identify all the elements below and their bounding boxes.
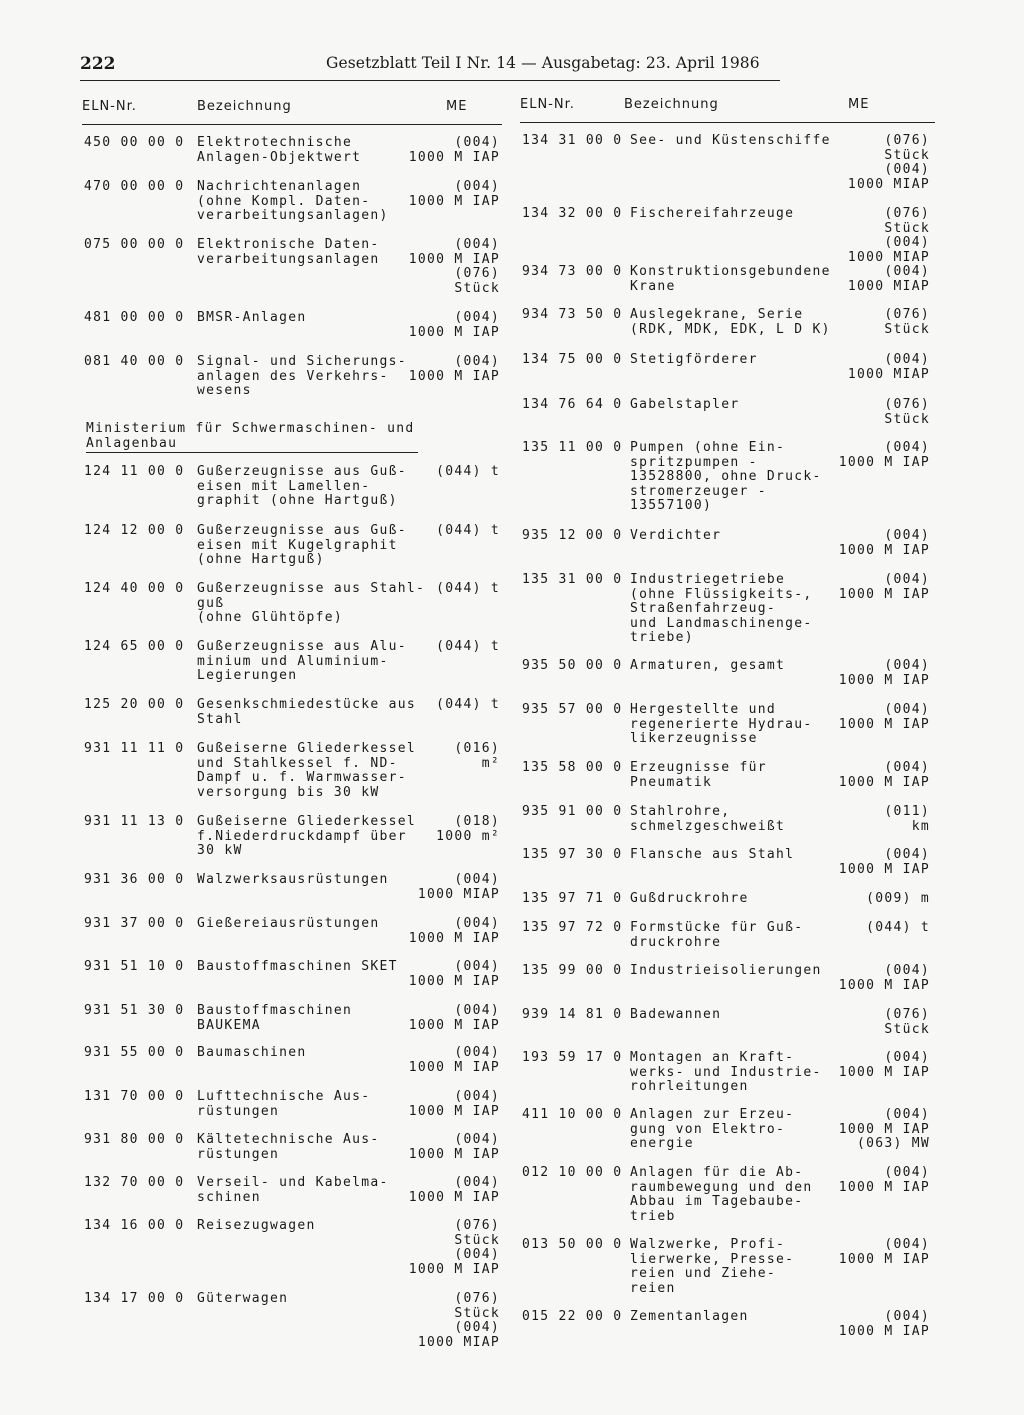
bezeichnung-line: reien <box>630 1280 676 1296</box>
bezeichnung-line: Konstruktionsgebundene <box>630 264 831 279</box>
me-line: 1000 M IAP <box>838 1251 930 1267</box>
mengeneinheit <box>839 529 930 558</box>
me-line: (076) <box>884 133 930 148</box>
mengeneinheit <box>839 1310 930 1339</box>
mengeneinheit <box>839 573 930 602</box>
me-line: (044) t <box>436 697 500 712</box>
me-line: (076) <box>454 1218 500 1233</box>
bezeichnung-line: Straßenfahrzeug- <box>630 601 777 617</box>
mengeneinheit <box>839 659 930 688</box>
me-line: (004) <box>454 1045 500 1060</box>
me-line: Stück <box>454 1305 500 1321</box>
me-line: (004) <box>884 702 930 717</box>
bezeichnung-line: Walzwerksausrüstungen <box>197 872 389 887</box>
me-line: (004) <box>884 572 930 587</box>
me-line: (004) <box>884 1107 930 1122</box>
bezeichnung <box>630 964 822 979</box>
bezeichnung-line: triebe) <box>630 630 694 646</box>
bezeichnung-line: Baustoffmaschinen SKET <box>197 959 398 974</box>
bezeichnung-line: Reisezugwagen <box>197 1218 316 1233</box>
me-line: (076) <box>884 397 930 412</box>
eln-number: 135 58 00 0 <box>522 760 623 775</box>
right-col-heading-me: ME <box>848 97 870 112</box>
bezeichnung-line: 30 kW <box>197 843 243 859</box>
bezeichnung-line: Gußerzeugnisse aus Stahl- <box>197 581 426 596</box>
me-line: (004) <box>884 760 930 775</box>
bezeichnung <box>630 1051 822 1095</box>
me-line: (004) <box>454 959 500 974</box>
me-line: Stück <box>884 147 930 163</box>
me-line: (044) t <box>866 920 930 935</box>
me-line: 1000 M IAP <box>838 1179 930 1195</box>
bezeichnung <box>630 761 767 790</box>
bezeichnung <box>630 353 758 368</box>
bezeichnung-line: Gußerzeugnisse aus Guß- <box>197 523 407 538</box>
bezeichnung-line: Fischereifahrzeuge <box>630 206 795 221</box>
me-line: 1000 M IAP <box>838 716 930 732</box>
eln-number: 931 37 00 0 <box>84 916 185 931</box>
eln-number: 939 14 81 0 <box>522 1007 623 1022</box>
me-line: (004) <box>454 179 500 194</box>
eln-number: 131 70 00 0 <box>84 1089 185 1104</box>
eln-number: 935 12 00 0 <box>522 528 623 543</box>
me-line: 1000 M IAP <box>838 977 930 993</box>
bezeichnung-line: Stahlrohre, <box>630 804 731 819</box>
bezeichnung-line: Anlagen-Objektwert <box>197 149 362 165</box>
me-line: 1000 MIAP <box>847 249 930 265</box>
mengeneinheit <box>839 1051 930 1080</box>
mengeneinheit <box>866 921 930 936</box>
eln-number: 935 50 00 0 <box>522 658 623 673</box>
eln-number: 931 11 13 0 <box>84 814 185 829</box>
bezeichnung <box>630 703 813 747</box>
me-line: 1000 M IAP <box>838 672 930 688</box>
bezeichnung-line: Badewannen <box>630 1007 722 1022</box>
me-line: 1000 MIAP <box>417 1334 500 1350</box>
eln-number: 411 10 00 0 <box>522 1107 623 1122</box>
bezeichnung-line: Gießereiausrüstungen <box>197 916 380 931</box>
eln-number: 134 76 64 0 <box>522 397 623 412</box>
me-line: 1000 M IAP <box>838 774 930 790</box>
bezeichnung-line: Pneumatik <box>630 774 713 790</box>
mengeneinheit <box>848 207 930 265</box>
me-line: 1000 M IAP <box>838 1064 930 1080</box>
me-line: m² <box>481 755 500 771</box>
me-line: (004) <box>884 1237 930 1252</box>
me-line: 1000 M IAP <box>408 149 500 165</box>
bezeichnung <box>630 921 803 950</box>
me-line: 1000 M IAP <box>838 1323 930 1339</box>
eln-number: 135 97 72 0 <box>522 920 623 935</box>
me-line: 1000 MIAP <box>847 366 930 382</box>
left-col-heading-bezeichnung: Bezeichnung <box>197 99 292 114</box>
bezeichnung-line: Hergestellte und <box>630 702 777 717</box>
section-title-line: Anlagenbau <box>86 435 178 451</box>
bezeichnung-line: raumbewegung und den <box>630 1179 813 1195</box>
mengeneinheit <box>839 761 930 790</box>
bezeichnung-line: stromerzeuger - <box>630 483 767 499</box>
me-line: (004) <box>884 847 930 862</box>
me-line: 1000 M IAP <box>408 973 500 989</box>
eln-number: 132 70 00 0 <box>84 1175 185 1190</box>
page-number: 222 <box>80 54 116 74</box>
bezeichnung-line: und Stahlkessel f. ND- <box>197 755 398 771</box>
eln-number: 135 97 30 0 <box>522 847 623 862</box>
me-line: (004) <box>884 264 930 279</box>
mengeneinheit <box>884 308 930 337</box>
bezeichnung-line: (ohne Glühtöpfe) <box>197 610 344 626</box>
me-line: (004) <box>454 872 500 887</box>
me-line: 1000 M IAP <box>408 930 500 946</box>
bezeichnung-line: 13557100) <box>630 498 713 514</box>
me-line: Stück <box>884 1021 930 1037</box>
bezeichnung-line: versorgung bis 30 kW <box>197 784 380 800</box>
bezeichnung-line: gung von Elektro- <box>630 1121 786 1137</box>
me-line: (076) <box>454 1291 500 1306</box>
me-line: (004) <box>454 310 500 325</box>
bezeichnung-line: verarbeitungsanlagen <box>197 251 380 267</box>
bezeichnung-line: Flansche aus Stahl <box>630 847 795 862</box>
mengeneinheit <box>866 892 930 907</box>
bezeichnung-line: Erzeugnisse für <box>630 760 767 775</box>
me-line: 1000 M IAP <box>408 368 500 384</box>
me-line: (004) <box>454 1089 500 1104</box>
eln-number: 125 20 00 0 <box>84 697 185 712</box>
bezeichnung-line: rüstungen <box>197 1146 280 1162</box>
bezeichnung-line: Gabelstapler <box>630 397 740 412</box>
mengeneinheit <box>884 1008 930 1037</box>
bezeichnung <box>630 1108 794 1152</box>
me-line: 1000 M IAP <box>408 1017 500 1033</box>
eln-number: 934 73 00 0 <box>522 264 623 279</box>
me-line: 1000 MIAP <box>417 886 500 902</box>
bezeichnung <box>630 1238 794 1296</box>
bezeichnung-line: minium und Aluminium- <box>197 653 389 669</box>
me-line: (004) <box>454 354 500 369</box>
bezeichnung <box>630 805 785 834</box>
me-line: 1000 M IAP <box>838 542 930 558</box>
bezeichnung-line: Kältetechnische Aus- <box>197 1132 380 1147</box>
me-line: (004) <box>884 1309 930 1324</box>
bezeichnung-line: lierwerke, Presse- <box>630 1251 795 1267</box>
me-line: (004) <box>884 235 930 251</box>
bezeichnung-line: (ohne Flüssigkeits-, <box>630 586 813 602</box>
bezeichnung-line: Stahl <box>197 711 243 727</box>
bezeichnung <box>630 848 794 863</box>
me-line: 1000 M IAP <box>408 1261 500 1277</box>
bezeichnung-line: spritzpumpen - <box>630 454 758 470</box>
bezeichnung-line: Legierungen <box>197 668 298 684</box>
bezeichnung-line: rohrleitungen <box>630 1079 749 1095</box>
me-line: 1000 M IAP <box>408 193 500 209</box>
me-line: (004) <box>884 1165 930 1180</box>
bezeichnung-line: (ohne Hartguß) <box>197 552 325 568</box>
mengeneinheit <box>884 805 930 834</box>
me-line: (076) <box>884 307 930 322</box>
me-line: (004) <box>884 1050 930 1065</box>
bezeichnung-line: likerzeugnisse <box>630 731 758 747</box>
bezeichnung-line: trieb <box>630 1208 676 1224</box>
eln-number: 935 57 00 0 <box>522 702 623 717</box>
bezeichnung-line: Verseil- und Kabelma- <box>197 1175 389 1190</box>
bezeichnung-line: regenerierte Hydrau- <box>630 716 813 732</box>
me-line: 1000 MIAP <box>847 176 930 192</box>
eln-number: 931 80 00 0 <box>84 1132 185 1147</box>
me-line: 1000 M IAP <box>408 1059 500 1075</box>
bezeichnung-line: Gußerzeugnisse aus Guß- <box>197 464 407 479</box>
bezeichnung <box>630 441 822 514</box>
page-title: Gesetzblatt Teil I Nr. 14 — Ausgabetag: 23. April 1986 <box>326 54 760 72</box>
bezeichnung-line: und Landmaschinenge- <box>630 615 813 631</box>
me-line: (004) <box>884 658 930 673</box>
me-line: (076) <box>884 1007 930 1022</box>
eln-number: 135 99 00 0 <box>522 963 623 978</box>
left-col-heading-me: ME <box>446 99 468 114</box>
me-line: (004) <box>454 237 500 252</box>
bezeichnung <box>630 207 794 222</box>
me-line: Stück <box>454 1232 500 1248</box>
me-line: (004) <box>454 1132 500 1147</box>
bezeichnung-line: BMSR-Anlagen <box>197 310 307 325</box>
eln-number: 013 50 00 0 <box>522 1237 623 1252</box>
bezeichnung <box>630 398 740 413</box>
me-line: (004) <box>884 963 930 978</box>
bezeichnung-line: Pumpen (ohne Ein- <box>630 440 786 455</box>
bezeichnung-line: Industriegetriebe <box>630 572 786 587</box>
me-line: (076) <box>884 206 930 221</box>
bezeichnung-line: eisen mit Kugelgraphit <box>197 537 398 553</box>
bezeichnung-line: druckrohre <box>630 934 722 950</box>
eln-number: 193 59 17 0 <box>522 1050 623 1065</box>
eln-number: 935 91 00 0 <box>522 804 623 819</box>
mengeneinheit <box>848 265 930 294</box>
bezeichnung-line: Gußdruckrohre <box>630 891 749 906</box>
section-title-line: Ministerium für Schwermaschinen- und <box>86 421 415 436</box>
bezeichnung-line: graphit (ohne Hartguß) <box>197 493 398 509</box>
bezeichnung-line: f.Niederdruckdampf über <box>197 828 407 844</box>
bezeichnung <box>630 265 831 294</box>
bezeichnung <box>630 892 749 907</box>
me-line: (004) <box>454 1320 500 1336</box>
bezeichnung-line: Formstücke für Guß- <box>630 920 804 935</box>
mengeneinheit <box>839 1166 930 1195</box>
mengeneinheit <box>884 398 930 427</box>
me-line: (044) t <box>436 523 500 538</box>
me-line: (016) <box>454 741 500 756</box>
bezeichnung-line: Verdichter <box>630 528 722 543</box>
eln-number: 134 17 00 0 <box>84 1291 185 1306</box>
me-line: 1000 M IAP <box>408 1103 500 1119</box>
bezeichnung-line: Auslegekrane, Serie <box>630 307 804 322</box>
bezeichnung <box>630 1166 813 1224</box>
eln-number: 470 00 00 0 <box>84 179 185 194</box>
eln-number: 075 00 00 0 <box>84 237 185 252</box>
bezeichnung-line: werks- und Industrie- <box>630 1064 822 1080</box>
eln-number: 124 40 00 0 <box>84 581 185 596</box>
eln-number: 135 11 00 0 <box>522 440 623 455</box>
me-line: (044) t <box>436 581 500 596</box>
me-line: (004) <box>454 1003 500 1018</box>
bezeichnung-line: schmelzgeschweißt <box>630 818 786 834</box>
eln-number: 135 97 71 0 <box>522 891 623 906</box>
me-line: km <box>911 818 930 834</box>
me-line: (004) <box>884 162 930 178</box>
me-line: (011) <box>884 804 930 819</box>
bezeichnung-line: Lufttechnische Aus- <box>197 1089 371 1104</box>
bezeichnung-line: Krane <box>630 278 676 294</box>
eln-number: 134 31 00 0 <box>522 133 623 148</box>
me-line: (018) <box>454 814 500 829</box>
me-line: (004) <box>454 1247 500 1263</box>
eln-number: 134 75 00 0 <box>522 352 623 367</box>
bezeichnung-line: Elektronische Daten- <box>197 237 380 252</box>
eln-number: 931 55 00 0 <box>84 1045 185 1060</box>
eln-number: 124 65 00 0 <box>84 639 185 654</box>
eln-number: 934 73 50 0 <box>522 307 623 322</box>
eln-number: 931 11 11 0 <box>84 741 185 756</box>
eln-number: 134 16 00 0 <box>84 1218 185 1233</box>
bezeichnung-line: Gußerzeugnisse aus Alu- <box>197 639 407 654</box>
me-line: 1000 M IAP <box>408 1189 500 1205</box>
bezeichnung-line: Montagen an Kraft- <box>630 1050 795 1065</box>
bezeichnung-line: wesens <box>197 383 252 399</box>
bezeichnung-line: Gesenkschmiedestücke aus <box>197 697 417 712</box>
eln-number: 135 31 00 0 <box>522 572 623 587</box>
mengeneinheit <box>839 1238 930 1267</box>
bezeichnung <box>630 1310 749 1325</box>
bezeichnung-line: Baumaschinen <box>197 1045 307 1060</box>
bezeichnung-line: 13528800, ohne Druck- <box>630 469 822 485</box>
me-line: (063) MW <box>856 1136 930 1152</box>
me-line: Stück <box>884 321 930 337</box>
bezeichnung-line: Armaturen, gesamt <box>630 658 786 673</box>
bezeichnung-line: (RDK, MDK, EDK, L D K) <box>630 321 831 337</box>
me-line: 1000 M IAP <box>838 861 930 877</box>
bezeichnung-line: Nachrichtenanlagen <box>197 179 362 194</box>
me-line: Stück <box>884 411 930 427</box>
eln-number: 012 10 00 0 <box>522 1165 623 1180</box>
bezeichnung <box>630 308 831 337</box>
eln-number: 134 32 00 0 <box>522 206 623 221</box>
mengeneinheit <box>839 703 930 732</box>
bezeichnung-line: BAUKEMA <box>197 1017 261 1033</box>
me-line: 1000 MIAP <box>847 278 930 294</box>
eln-number: 015 22 00 0 <box>522 1309 623 1324</box>
bezeichnung-line: Gußeiserne Gliederkessel <box>197 814 417 829</box>
bezeichnung-line: Gußeiserne Gliederkessel <box>197 741 417 756</box>
bezeichnung <box>630 659 785 674</box>
me-line: 1000 M IAP <box>838 586 930 602</box>
mengeneinheit <box>839 1108 930 1152</box>
me-line: (004) <box>884 440 930 455</box>
eln-number: 931 51 30 0 <box>84 1003 185 1018</box>
mengeneinheit <box>848 353 930 382</box>
bezeichnung <box>630 573 813 646</box>
bezeichnung <box>630 134 831 149</box>
bezeichnung-line: (ohne Kompl. Daten- <box>197 193 371 209</box>
bezeichnung-line: Abbau im Tagebaube- <box>630 1194 804 1210</box>
bezeichnung-line: Zementanlagen <box>630 1309 749 1324</box>
bezeichnung <box>630 529 721 544</box>
me-line: 1000 M IAP <box>408 1146 500 1162</box>
mengeneinheit <box>839 964 930 993</box>
mengeneinheit <box>839 441 930 470</box>
bezeichnung-line: Walzwerke, Profi- <box>630 1237 786 1252</box>
me-line: (009) m <box>866 891 930 906</box>
mengeneinheit <box>848 134 930 192</box>
me-line: (076) <box>454 266 500 282</box>
bezeichnung-line: See- und Küstenschiffe <box>630 133 831 148</box>
me-line: (004) <box>454 1175 500 1190</box>
bezeichnung-line: guß <box>197 595 225 611</box>
bezeichnung-line: Baustoffmaschinen <box>197 1003 353 1018</box>
eln-number: 931 36 00 0 <box>84 872 185 887</box>
bezeichnung-line: reien und Ziehe- <box>630 1266 777 1282</box>
me-line: (004) <box>454 916 500 931</box>
eln-number: 931 51 10 0 <box>84 959 185 974</box>
me-line: (004) <box>884 352 930 367</box>
bezeichnung-line: schinen <box>197 1189 261 1205</box>
me-line: 1000 M IAP <box>408 324 500 340</box>
eln-number: 481 00 00 0 <box>84 310 185 325</box>
bezeichnung-line: Elektrotechnische <box>197 135 353 150</box>
me-line: (044) t <box>436 639 500 654</box>
bezeichnung-line: Güterwagen <box>197 1291 289 1306</box>
bezeichnung-line: Industrieisolierungen <box>630 963 822 978</box>
me-line: 1000 M IAP <box>838 454 930 470</box>
bezeichnung-line: Anlagen zur Erzeu- <box>630 1107 795 1122</box>
me-line: (004) <box>454 135 500 150</box>
bezeichnung-line: eisen mit Lamellen- <box>197 478 371 494</box>
eln-number: 124 12 00 0 <box>84 523 185 538</box>
eln-number: 081 40 00 0 <box>84 354 185 369</box>
me-line: 1000 M IAP <box>408 251 500 267</box>
me-line: 1000 m² <box>436 828 500 844</box>
bezeichnung-line: energie <box>630 1136 694 1152</box>
eln-number: 124 11 00 0 <box>84 464 185 479</box>
right-col-heading-eln: ELN-Nr. <box>520 97 575 112</box>
me-line: Stück <box>884 220 930 236</box>
me-line: (044) t <box>436 464 500 479</box>
eln-number: 450 00 00 0 <box>84 135 185 150</box>
bezeichnung-line: verarbeitungsanlagen) <box>197 208 389 224</box>
me-line: 1000 M IAP <box>838 1121 930 1137</box>
bezeichnung-line: rüstungen <box>197 1103 280 1119</box>
left-col-heading-eln: ELN-Nr. <box>82 99 137 114</box>
bezeichnung-line: anlagen des Verkehrs- <box>197 368 389 384</box>
right-col-heading-bezeichnung: Bezeichnung <box>624 97 719 112</box>
bezeichnung-line: Dampf u. f. Warmwasser- <box>197 770 407 786</box>
me-line: Stück <box>454 280 500 296</box>
bezeichnung-line: Stetigförderer <box>630 352 758 367</box>
bezeichnung-line: Anlagen für die Ab- <box>630 1165 804 1180</box>
bezeichnung-line: Signal- und Sicherungs- <box>197 354 407 369</box>
mengeneinheit <box>839 848 930 877</box>
me-line: (004) <box>884 528 930 543</box>
bezeichnung <box>630 1008 721 1023</box>
